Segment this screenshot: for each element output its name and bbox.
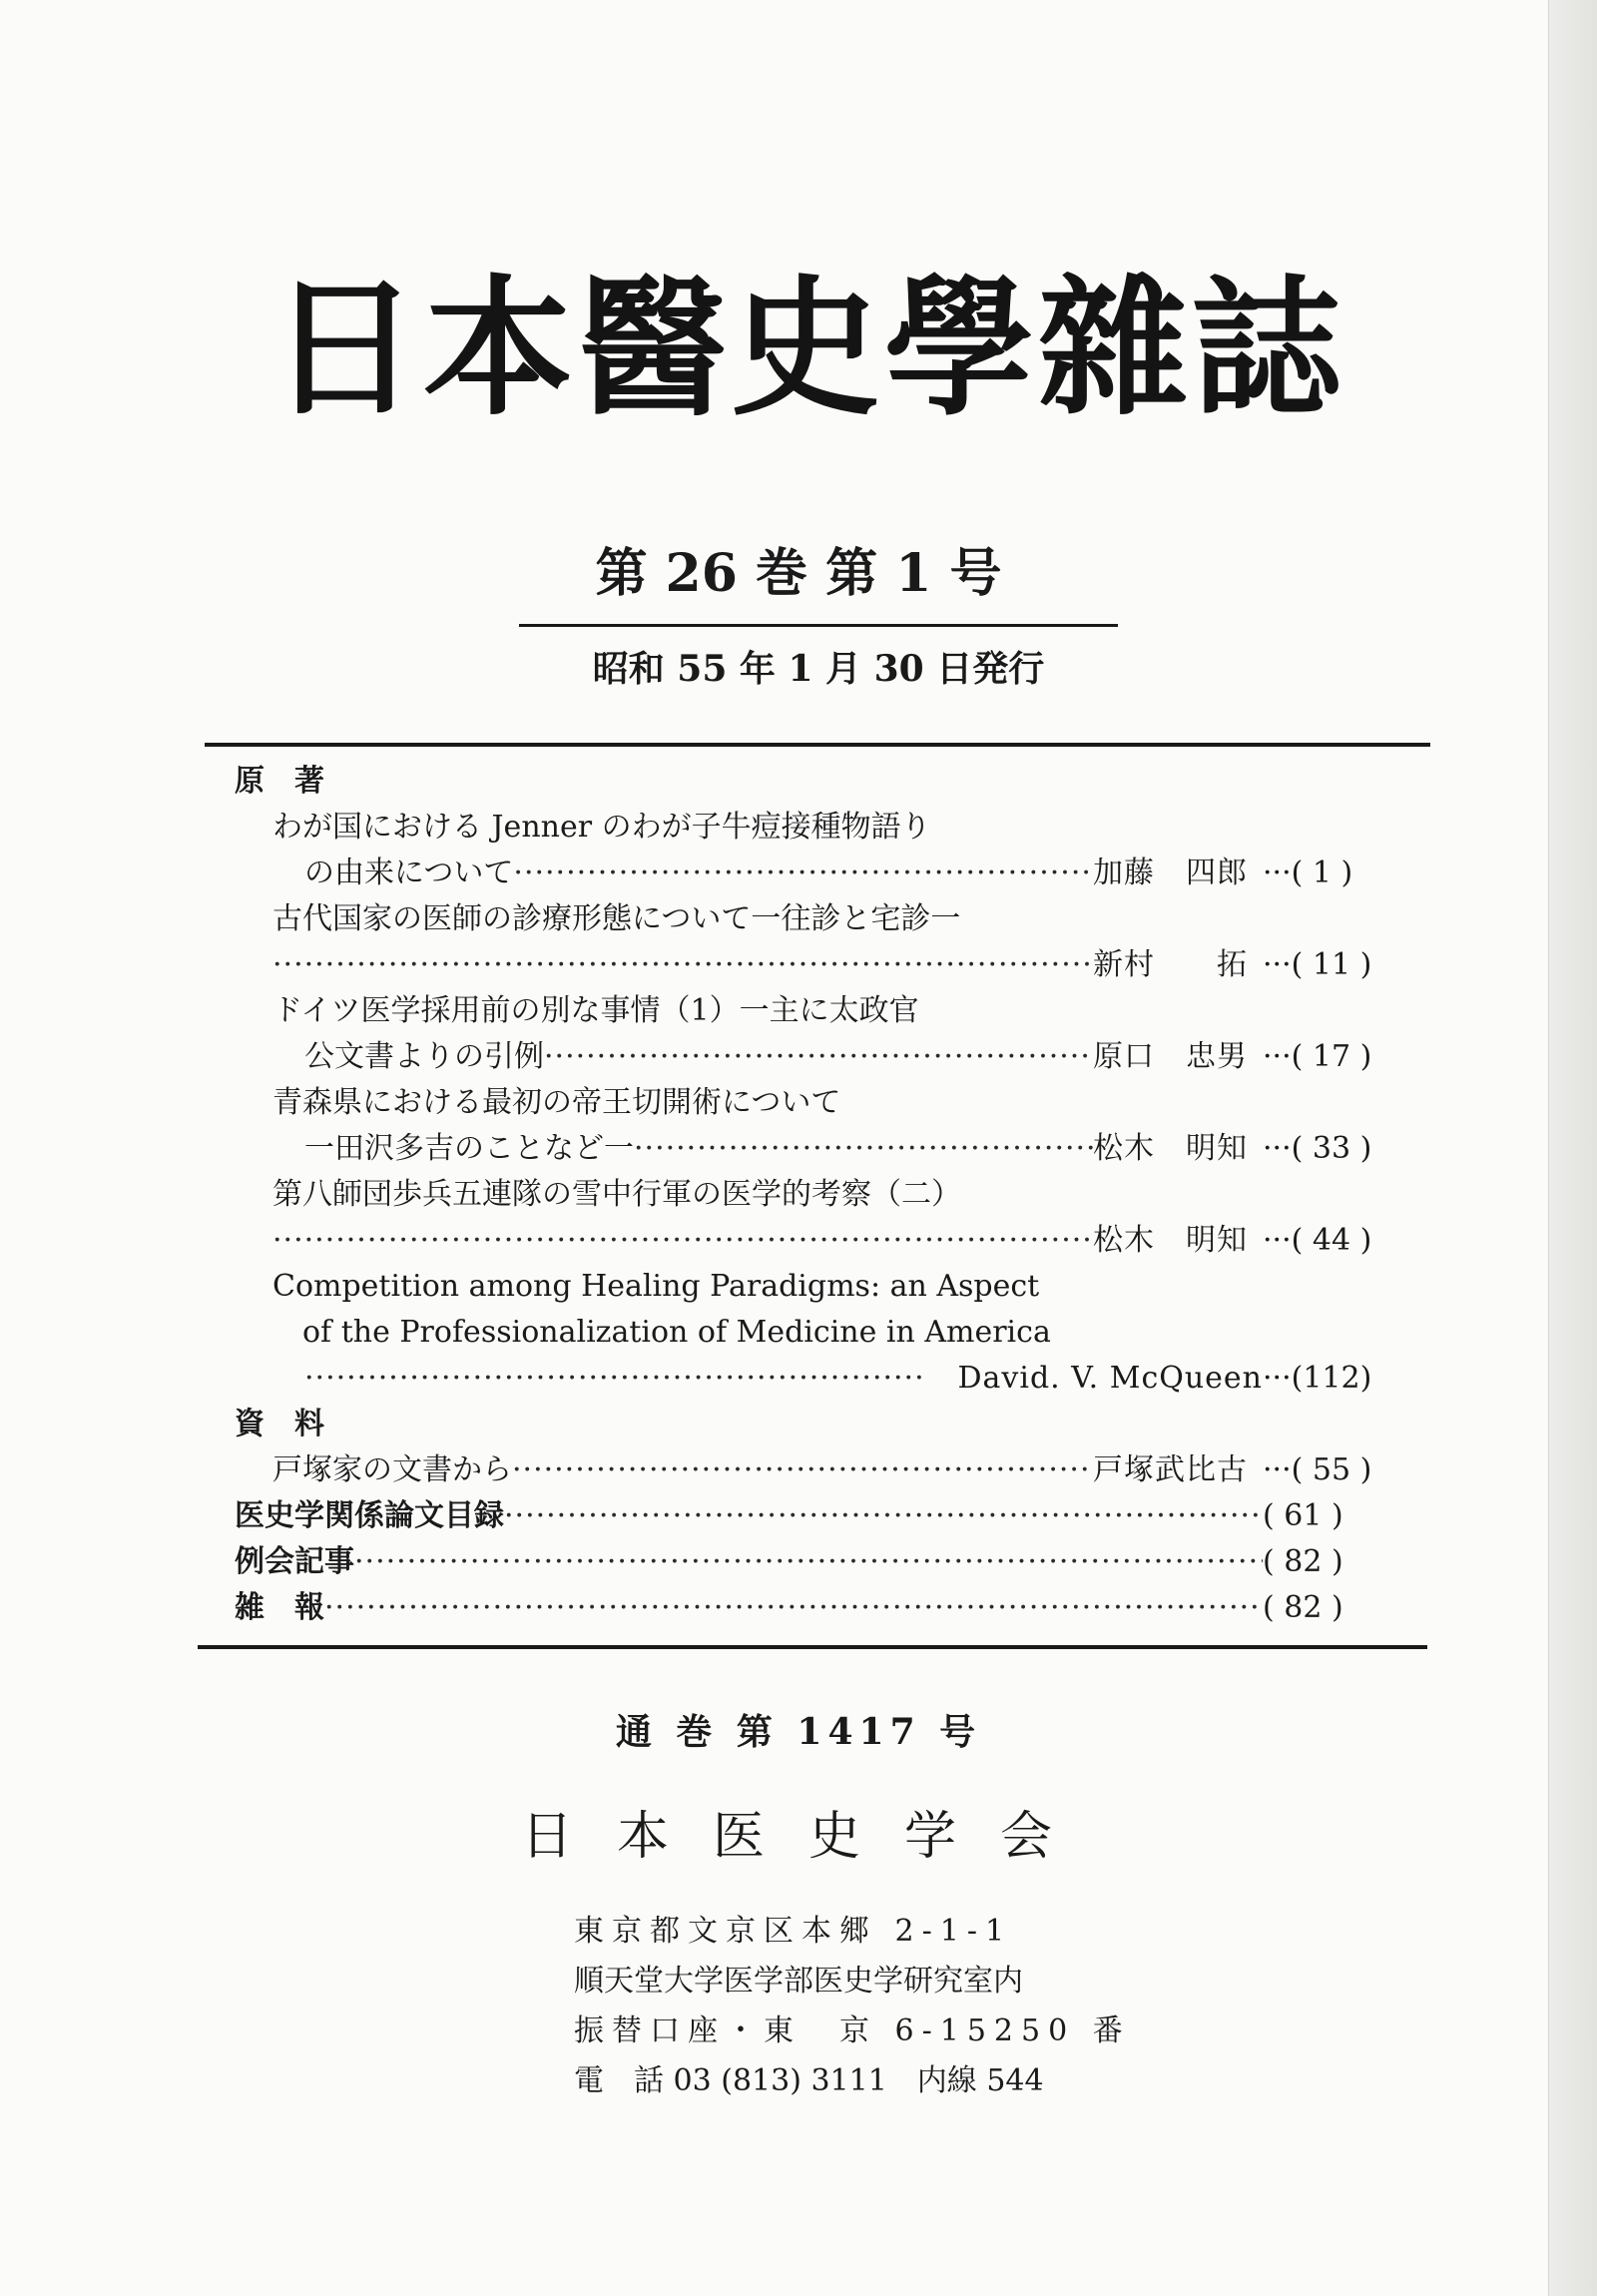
table-of-contents	[235, 759, 1392, 1631]
material-author: 戸塚武比古	[1093, 1452, 1248, 1487]
toc-entry	[235, 1585, 1392, 1631]
page-ref: ( 61 )	[1263, 1498, 1343, 1533]
page-ref: ···( 1 )	[1263, 856, 1353, 890]
series-number: 通 巻 第 1417 号	[615, 1711, 982, 1753]
leader-dots	[272, 1218, 1093, 1264]
publisher-address	[574, 1907, 1131, 2106]
article-title-line: 一田沢多吉のことなど一	[304, 1131, 634, 1166]
journal-title: 日本醫史學雜誌	[269, 263, 1346, 436]
article-author: David. V. McQueen	[957, 1361, 1263, 1396]
article-author: 加藤 四郎	[1093, 856, 1248, 890]
page-ref: ···(112)	[1263, 1361, 1372, 1396]
toc-entry	[235, 851, 1392, 896]
toc-bottom-rule	[198, 1645, 1427, 1649]
page-number: 44	[1312, 1223, 1351, 1258]
page-ref: ( 82 )	[1263, 1590, 1343, 1625]
address-line: 振替口座・東 京 6-15250 番	[574, 2013, 1131, 2048]
publication-date: 昭和 55 年 1 月 30 日発行	[592, 648, 1045, 690]
leader-dots	[504, 1493, 1263, 1539]
address-line: 電 話 03 (813) 3111 内線 544	[574, 2063, 1044, 2098]
page-number: 61	[1284, 1498, 1323, 1533]
section-title: 雑 報	[235, 1590, 324, 1625]
section-original: 原 著	[235, 764, 324, 799]
toc-top-rule	[205, 743, 1430, 747]
toc-entry	[235, 1539, 1392, 1585]
page-ref: ( 82 )	[1263, 1544, 1343, 1579]
article-author: 原口 忠男	[1093, 1039, 1248, 1074]
material-title: 戸塚家の文書から	[272, 1452, 512, 1487]
toc-entry	[235, 1034, 1392, 1080]
leader-dots	[512, 1447, 1093, 1493]
page-number: 112	[1303, 1361, 1360, 1396]
article-title-line: 青森県における最初の帝王切開術について	[272, 1085, 841, 1120]
page-number: 82	[1284, 1544, 1323, 1579]
leader-dots	[272, 942, 1093, 988]
page-number: 55	[1312, 1452, 1351, 1487]
article-author: 松木 明知	[1093, 1131, 1248, 1166]
page-ref: ···( 44 )	[1263, 1223, 1372, 1258]
section-title: 医史学関係論文目録	[235, 1498, 504, 1533]
article-title-line: わが国における Jenner のわが子牛痘接種物語り	[272, 810, 931, 845]
page-ref: ···( 11 )	[1263, 947, 1372, 982]
page-number: 17	[1312, 1039, 1351, 1074]
page-ref: ···( 17 )	[1263, 1039, 1372, 1074]
toc-entry	[235, 1447, 1392, 1493]
article-title-line: 公文書よりの引例	[304, 1039, 544, 1074]
article-title-line: 古代国家の医師の診療形態について一往診と宅診一	[272, 901, 961, 936]
toc-entry	[235, 942, 1392, 988]
volume-rule	[519, 624, 1118, 627]
toc-entry	[235, 1356, 1392, 1402]
article-author: 松木 明知	[1093, 1223, 1248, 1258]
leader-dots	[304, 1356, 923, 1402]
toc-entry	[235, 1218, 1392, 1264]
article-author: 新村 拓	[1093, 947, 1248, 982]
article-title-line: 第八師団歩兵五連隊の雪中行軍の医学的考察（二）	[272, 1177, 961, 1212]
article-title-line: の由来について	[304, 856, 514, 890]
page-number: 82	[1284, 1590, 1323, 1625]
leader-dots	[544, 1034, 1093, 1080]
leader-dots	[513, 851, 1093, 896]
toc-entry	[235, 1126, 1392, 1172]
page-number: 11	[1312, 947, 1351, 982]
page-edge	[1548, 0, 1597, 2296]
article-title-line: of the Professionalization of Medicine in America	[302, 1315, 1051, 1350]
volume-number: 第 26 巻 第 1 号	[595, 543, 1002, 604]
section-title: 例会記事	[235, 1544, 354, 1579]
society-name: 日本医史学会	[520, 1807, 1096, 1867]
article-title-line: ドイツ医学採用前の別な事情（1）一主に太政官	[272, 993, 919, 1028]
address-line: 東京都文京区本郷 2-1-1	[574, 1914, 1013, 1949]
leader-dots	[354, 1539, 1263, 1585]
address-line: 順天堂大学医学部医史学研究室内	[574, 1964, 1023, 1999]
article-title-line: Competition among Healing Paradigms: an Aspect	[272, 1269, 1040, 1304]
page-number: 1	[1312, 856, 1331, 890]
page-ref: ···( 55 )	[1263, 1452, 1372, 1487]
section-materials: 資 料	[235, 1407, 324, 1441]
leader-dots	[324, 1585, 1263, 1631]
leader-dots	[634, 1126, 1093, 1172]
page-number: 33	[1312, 1131, 1351, 1166]
page-ref: ···( 33 )	[1263, 1131, 1372, 1166]
toc-entry	[235, 1493, 1392, 1539]
